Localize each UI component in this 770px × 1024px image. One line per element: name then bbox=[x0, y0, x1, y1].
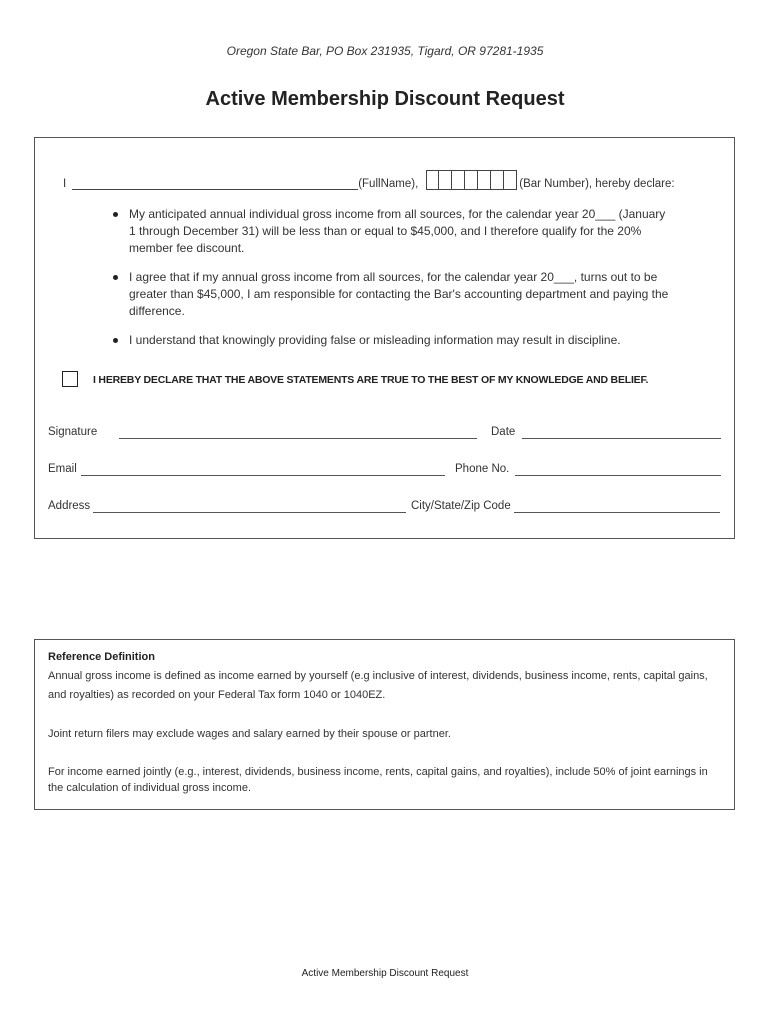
date-label: Date bbox=[491, 426, 516, 438]
phone-label: Phone No. bbox=[455, 463, 510, 475]
bullet-income-limit: My anticipated annual individual gross income from all sources, for the calendar year 20___ (January 1 through December 31) will be less than or equal to $45,000, and I therefore qualify for the 20% member fee discount. bbox=[113, 206, 673, 257]
bar-number-label: (Bar Number), hereby declare: bbox=[519, 178, 675, 190]
declare-prefix: I bbox=[63, 178, 67, 190]
reference-paragraph-joint-income: For income earned jointly (e.g., interest, dividends, business income, rents, capital gains, and royalties), include 50% of joint earnings in the calculation of individual gross income. bbox=[48, 766, 708, 794]
declaration-bullets bbox=[113, 206, 673, 361]
declaration-form bbox=[34, 137, 735, 539]
address-label: Address bbox=[48, 500, 91, 512]
footer-title: Active Membership Discount Request bbox=[301, 968, 469, 979]
address-field[interactable] bbox=[93, 512, 406, 513]
bar-number-digit-box[interactable] bbox=[491, 170, 504, 190]
declaration-checkbox[interactable] bbox=[62, 371, 78, 387]
city-state-zip-label: City/State/Zip Code bbox=[411, 500, 511, 512]
fullname-label: (FullName), bbox=[358, 178, 419, 190]
reference-definition-box bbox=[34, 639, 735, 810]
bar-number-digit-box[interactable] bbox=[465, 170, 478, 190]
signature-label: Signature bbox=[48, 426, 98, 438]
bullet-agreement: I agree that if my annual gross income from all sources, for the calendar year 20___, turns out to be greater than $45,000, I am responsible for contacting the Bar's accounting department and paying the difference. bbox=[113, 269, 673, 320]
email-label: Email bbox=[48, 463, 77, 475]
header-address: Oregon State Bar, PO Box 231935, Tigard, OR 97281-1935 bbox=[226, 44, 544, 58]
email-field[interactable] bbox=[81, 475, 445, 476]
page-title: Active Membership Discount Request bbox=[205, 88, 565, 110]
reference-paragraph-joint-filers: Joint return filers may exclude wages and salary earned by their spouse or partner. bbox=[48, 728, 451, 740]
bar-number-digit-box[interactable] bbox=[439, 170, 452, 190]
city-state-zip-field[interactable] bbox=[514, 512, 720, 513]
bar-number-digit-box[interactable] bbox=[452, 170, 465, 190]
reference-title: Reference Definition bbox=[48, 651, 155, 663]
signature-field[interactable] bbox=[119, 438, 477, 439]
bar-number-digit-box[interactable] bbox=[478, 170, 491, 190]
bar-number-field[interactable] bbox=[426, 170, 517, 190]
bar-number-digit-box[interactable] bbox=[504, 170, 517, 190]
reference-paragraph-income: Annual gross income is defined as income earned by yourself (e.g inclusive of interest, dividends, business income, rents, capital gains, and royalties) as recorded on your Federal Tax form 1040 or 1040EZ. bbox=[48, 670, 708, 701]
bar-number-digit-box[interactable] bbox=[426, 170, 439, 190]
declare-line bbox=[63, 170, 675, 190]
date-field[interactable] bbox=[522, 438, 721, 439]
phone-field[interactable] bbox=[515, 475, 721, 476]
bullet-discipline: I understand that knowingly providing false or misleading information may result in discipline. bbox=[113, 332, 673, 349]
fullname-field[interactable] bbox=[72, 178, 358, 190]
declaration-statement: I HEREBY DECLARE THAT THE ABOVE STATEMENTS ARE TRUE TO THE BEST OF MY KNOWLEDGE AND BELIEF. bbox=[93, 374, 649, 386]
